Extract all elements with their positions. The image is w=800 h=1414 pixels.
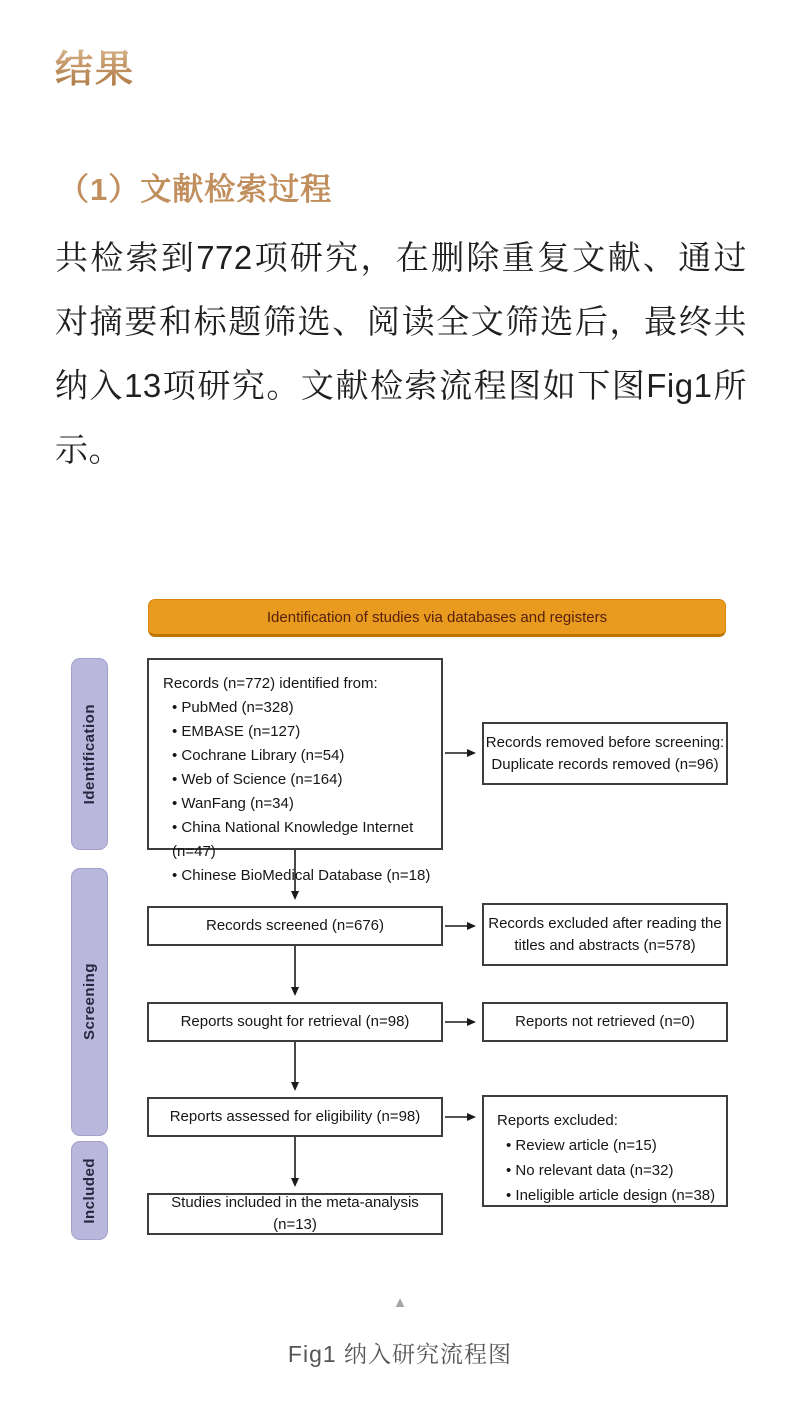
box-records-identified xyxy=(147,658,443,884)
stage-label-identification xyxy=(71,658,108,850)
list-item: • PubMed (n=328) xyxy=(172,696,433,720)
stage-label-screening xyxy=(71,868,108,1136)
stage-included-text: Included xyxy=(81,1157,98,1224)
box-reports-excluded xyxy=(482,1095,728,1207)
flowchart-banner: Identification of studies via databases and registers xyxy=(148,599,726,637)
list-item: • Cochrane Library (n=54) xyxy=(172,744,433,768)
body-paragraph: 共检索到772项研究，在删除重复文献、通过对摘要和标题筛选、阅读全文筛选后，最终共纳入13项研究。文献检索流程图如下图Fig1所示。 xyxy=(55,239,747,468)
box-records-screened xyxy=(147,906,443,946)
studies-included-text: Studies included in the meta-analysis (n=13) xyxy=(171,1194,419,1233)
list-item: • Chinese BioMedical Database (n=18) xyxy=(172,864,433,888)
list-item: • No relevant data (n=32) xyxy=(506,1158,720,1183)
stage-identification-text: Identification xyxy=(81,703,98,805)
list-item: • China National Knowledge Internet (n=47) xyxy=(172,816,433,864)
figure-caption: Fig1 纳入研究流程图 xyxy=(287,1341,513,1367)
records-identified-title: Records (n=772) identified from: xyxy=(163,675,378,692)
reports-not-retrieved-text: Reports not retrieved (n=0) xyxy=(515,1013,695,1030)
box-records-excluded xyxy=(482,903,728,966)
collapse-figure-icon[interactable]: ▲ xyxy=(392,1294,408,1311)
reports-excluded-list xyxy=(497,1133,720,1208)
list-item: • Review article (n=15) xyxy=(506,1133,720,1158)
records-removed-line1: Records removed before screening: xyxy=(485,733,725,751)
reports-excluded-title: Reports excluded: xyxy=(497,1112,618,1129)
records-identified-list xyxy=(163,696,433,888)
list-item: • Ineligible article design (n=38) xyxy=(506,1183,720,1208)
records-excluded-line2: titles and abstracts (n=578) xyxy=(514,936,696,954)
list-item: • EMBASE (n=127) xyxy=(172,720,433,744)
records-removed-line2: Duplicate records removed (n=96) xyxy=(491,755,719,773)
stage-label-included xyxy=(71,1141,108,1240)
stage-screening-text: Screening xyxy=(81,963,98,1041)
box-reports-sought xyxy=(147,1002,443,1042)
list-item: • Web of Science (n=164) xyxy=(172,768,433,792)
records-excluded-line1: Records excluded after reading the xyxy=(488,914,722,932)
box-records-removed xyxy=(482,722,728,785)
subsection-heading: （1）文献检索过程 xyxy=(58,172,333,207)
reports-assessed-text: Reports assessed for eligibility (n=98) xyxy=(169,1108,421,1125)
box-reports-not-retrieved xyxy=(482,1002,728,1042)
records-screened-text: Records screened (n=676) xyxy=(205,917,384,934)
list-item: • WanFang (n=34) xyxy=(172,792,433,816)
box-reports-assessed xyxy=(147,1097,443,1137)
box-studies-included xyxy=(147,1193,443,1235)
section-title: 结果 xyxy=(55,38,135,93)
reports-sought-text: Reports sought for retrieval (n=98) xyxy=(180,1013,410,1030)
